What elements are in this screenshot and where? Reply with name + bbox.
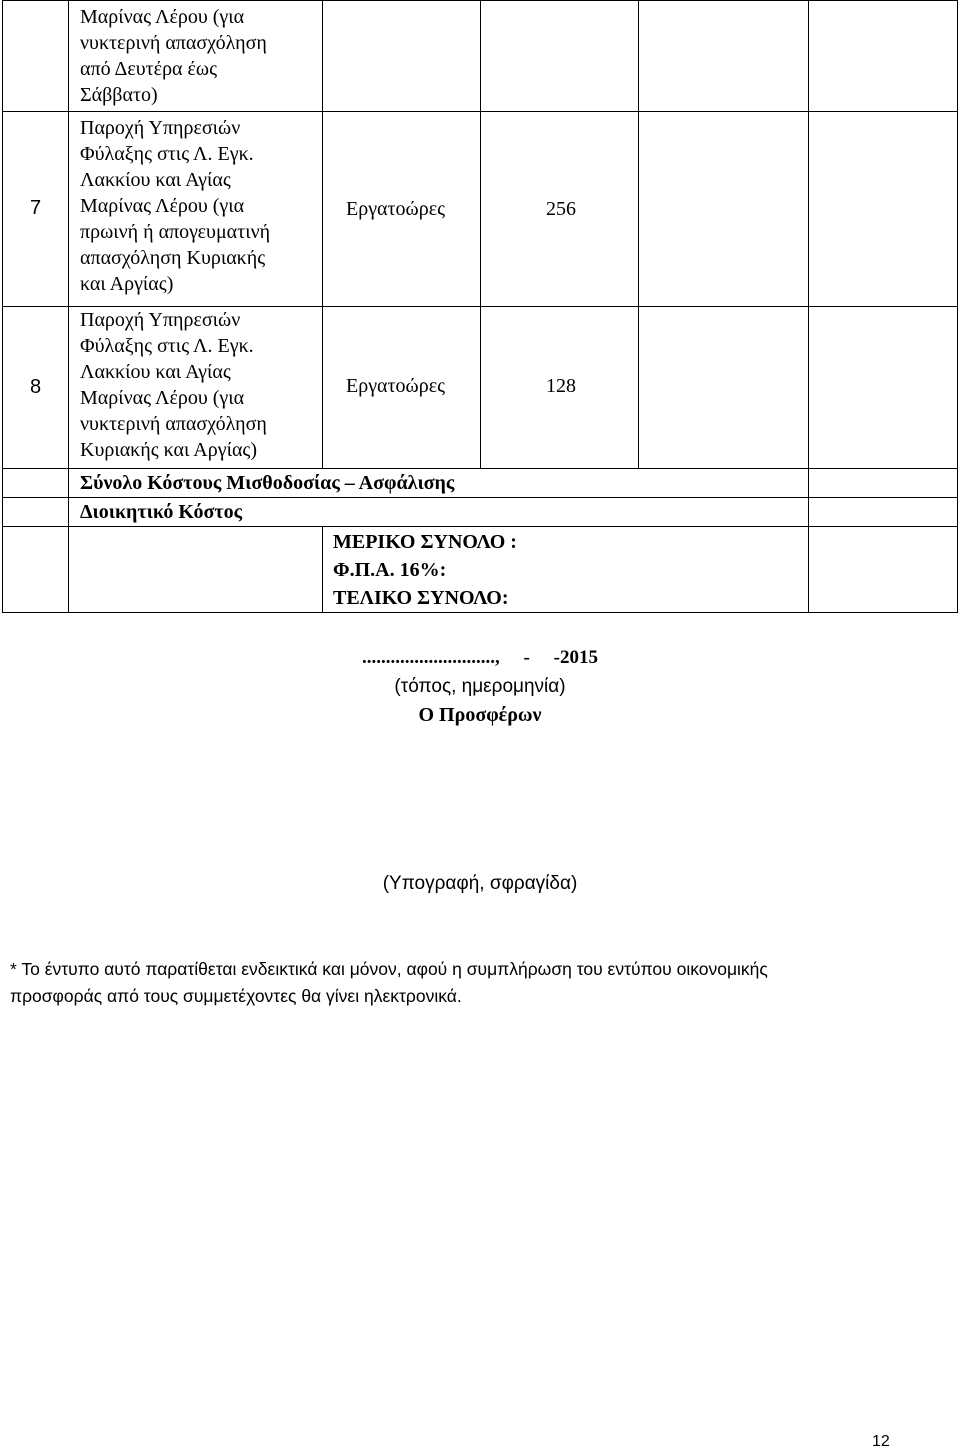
row-description: Μαρίνας Λέρου (για νυκτερινή απασχόληση από Δευτέρα έως Σάββατο) xyxy=(80,6,267,106)
row-sep-4 xyxy=(2,497,958,498)
row-number: 7 xyxy=(30,197,42,219)
place-date-line: ............................, - -2015 xyxy=(362,647,598,668)
row-unit: Εργατοώρες xyxy=(346,375,446,397)
col-sep-description xyxy=(322,0,323,468)
payroll-cost-label: Σύνολο Κόστους Μισθοδοσίας – Ασφάλισης xyxy=(80,472,455,494)
bidder-label: Ο Προσφέρων xyxy=(418,704,542,726)
row-sep-5 xyxy=(2,526,958,527)
table-border-bottom xyxy=(2,612,958,613)
table-border-top xyxy=(2,0,958,1)
vat-label: Φ.Π.Α. 16%: xyxy=(333,559,447,581)
footnote: * Το έντυπο αυτό παρατίθεται ενδεικτικά και μόνον, αφού η συμπλήρωση του εντύπου οικονομικής προσφοράς από τους συμμετέχοντες θα γίνει ηλεκτρονικά. xyxy=(10,959,768,1006)
grand-total-label: ΤΕΛΙΚΟ ΣΥΝΟΛΟ: xyxy=(333,587,509,609)
col-sep-qty xyxy=(638,0,639,468)
row-number: 8 xyxy=(30,376,42,398)
page-number: 12 xyxy=(872,1433,890,1450)
place-date-caption: (τόπος, ημερομηνία) xyxy=(394,676,566,697)
row-description: Παροχή Υπηρεσιών Φύλαξης στις Λ. Εγκ. Λακκίου και Αγίας Μαρίνας Λέρου (για νυκτερινή απασχόληση Κυριακής και Αργίας) xyxy=(80,309,267,461)
row-quantity: 256 xyxy=(546,198,576,220)
row-sep-3 xyxy=(2,468,958,469)
col-sep-unit xyxy=(480,0,481,468)
signature-caption: (Υπογραφή, σφραγίδα) xyxy=(382,873,578,894)
subtotal-label: ΜΕΡΙΚΟ ΣΥΝΟΛΟ : xyxy=(333,531,517,553)
col-sep-sub xyxy=(322,526,323,612)
row-description: Παροχή Υπηρεσιών Φύλαξης στις Λ. Εγκ. Λακκίου και Αγίας Μαρίνας Λέρου (για πρωινή ή απογευματινή απασχόληση Κυριακής και Αργίας) xyxy=(80,117,271,295)
row-sep-1 xyxy=(2,111,958,112)
row-unit: Εργατοώρες xyxy=(346,198,446,220)
row-quantity: 128 xyxy=(546,375,576,397)
admin-cost-label: Διοικητικό Κόστος xyxy=(80,501,243,523)
